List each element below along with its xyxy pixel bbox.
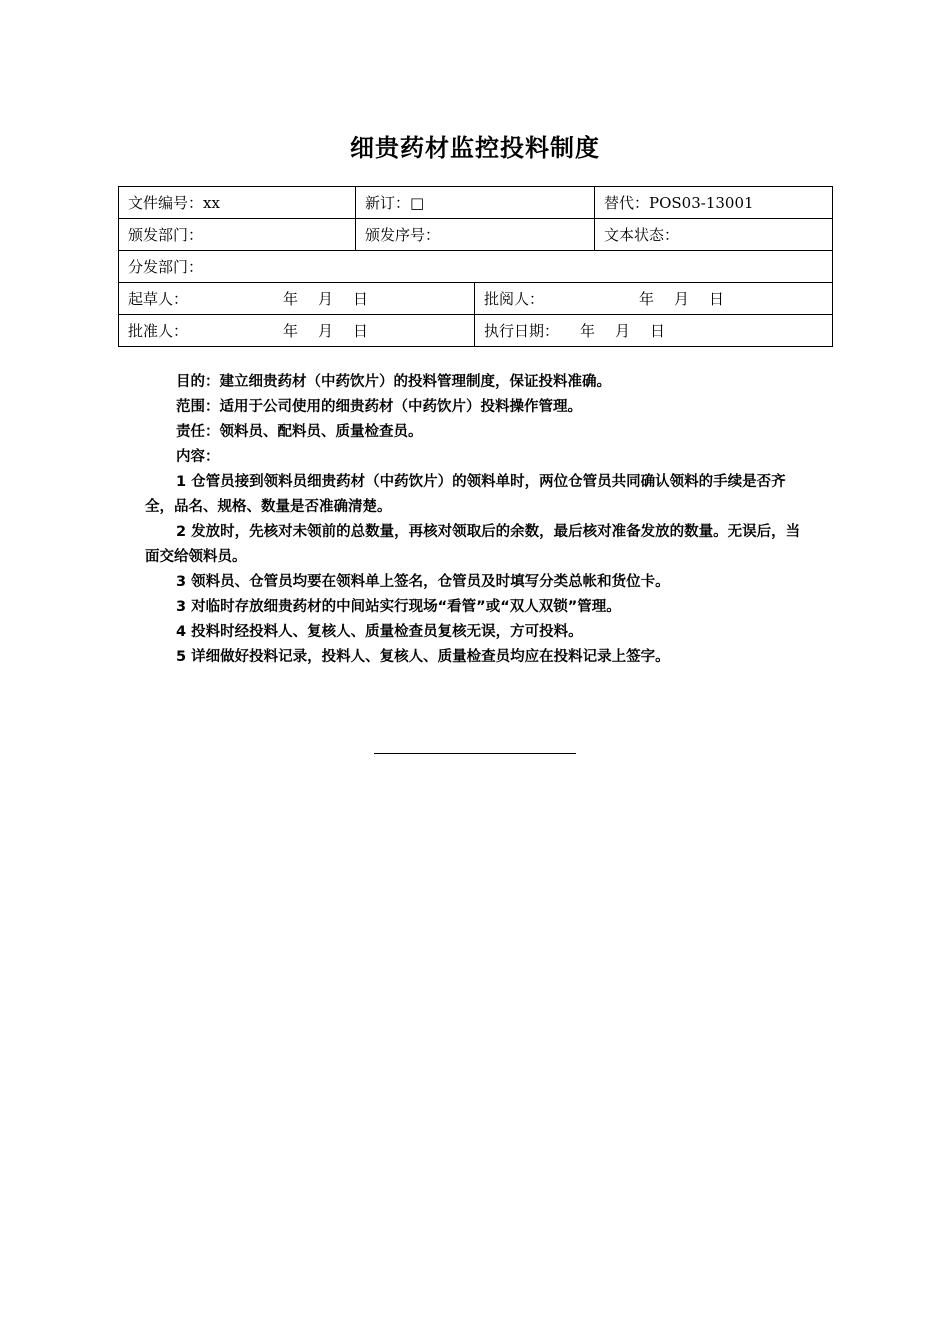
content-item: 1 仓管员接到领料员细贵药材（中药饮片）的领料单时，两位仓管员共同确认领料的手续是否齐全，品名、规格、数量是否准确清楚。	[145, 474, 786, 515]
approver-cell	[119, 315, 475, 347]
info-row-3	[119, 251, 833, 283]
date-year: 年	[283, 290, 299, 308]
new-revision-cell: 新订：□	[356, 187, 595, 219]
date-day: 日	[709, 290, 725, 308]
responsibility-paragraph: 责任：领料员、配料员、质量检查员。	[176, 424, 423, 440]
content-item: 4 投料时经投料人、复核人、质量检查员复核无误，方可投料。	[176, 624, 583, 640]
info-row-5	[119, 315, 833, 347]
date-year: 年	[580, 322, 596, 340]
drafter-cell	[119, 283, 475, 315]
info-row-4	[119, 283, 833, 315]
doc-number-cell: 文件编号：xx	[119, 187, 356, 219]
date-placeholder	[283, 322, 371, 340]
drafter-label: 起草人：	[128, 290, 189, 308]
scope-paragraph: 范围：适用于公司使用的细贵药材（中药饮片）投料操作管理。	[176, 399, 582, 415]
purpose-paragraph: 目的：建立细贵药材（中药饮片）的投料管理制度，保证投料准确。	[176, 374, 611, 390]
info-row-1	[119, 187, 833, 219]
content-item: 3 领料员、仓管员均要在领料单上签名，仓管员及时填写分类总帐和货位卡。	[176, 574, 670, 590]
date-month: 月	[674, 290, 690, 308]
content-item: 2 发放时，先核对未领前的总数量，再核对领取后的余数，最后核对准备发放的数量。无误后，当面交给领料员。	[145, 524, 801, 565]
date-month: 月	[318, 290, 334, 308]
text-status-cell: 文本状态：	[595, 219, 833, 251]
approver-label: 批准人：	[128, 322, 189, 340]
reviewer-cell	[475, 283, 833, 315]
document-body	[145, 370, 810, 670]
exec-date-cell	[475, 315, 833, 347]
content-label: 内容：	[176, 449, 220, 465]
date-placeholder	[639, 290, 727, 308]
date-month: 月	[615, 322, 631, 340]
date-month: 月	[318, 322, 334, 340]
replace-cell: 替代：POS03-13001	[595, 187, 833, 219]
distribute-dept-cell: 分发部门：	[119, 251, 833, 283]
end-divider-line	[374, 753, 576, 754]
date-year: 年	[283, 322, 299, 340]
date-placeholder	[283, 290, 371, 308]
date-year: 年	[639, 290, 655, 308]
issue-dept-cell: 颁发部门：	[119, 219, 356, 251]
info-row-2	[119, 219, 833, 251]
content-item: 5 详细做好投料记录，投料人、复核人、质量检查员均应在投料记录上签字。	[176, 649, 670, 665]
content-item: 3 对临时存放细贵药材的中间站实行现场“看管”或“双人双锁”管理。	[176, 599, 621, 615]
date-day: 日	[353, 322, 369, 340]
document-title: 细贵药材监控投料制度	[350, 134, 600, 162]
date-placeholder	[580, 322, 668, 340]
reviewer-label: 批阅人：	[484, 290, 545, 308]
date-day: 日	[650, 322, 666, 340]
exec-date-label: 执行日期：	[484, 322, 560, 340]
issue-seq-cell: 颁发序号：	[356, 219, 595, 251]
date-day: 日	[353, 290, 369, 308]
document-info-table	[118, 186, 833, 347]
